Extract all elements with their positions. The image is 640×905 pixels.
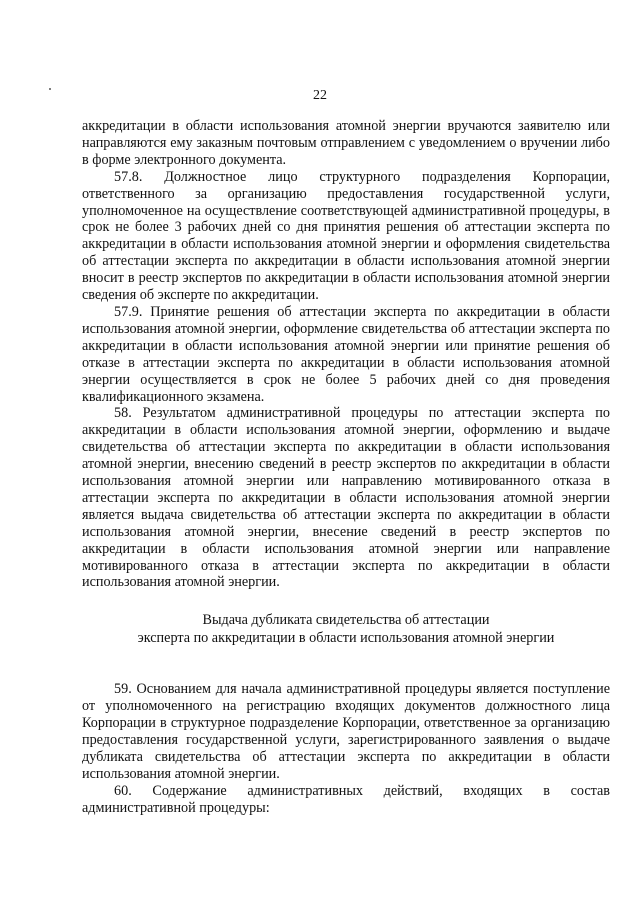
section-heading-line-2: эксперта по аккредитации в области использования атомной энергии	[137, 629, 555, 646]
document-body	[82, 118, 610, 817]
page-number: 22	[313, 88, 327, 103]
paragraph-58: 58. Результатом административной процедуры по аттестации эксперта по аккредитации в области использования атомной энергии, оформлению и выдаче свидетельства об аттестации эксперта по аккредитации в области использования атомной энергии, внесению сведений в реестр экспертов по аккредитации в области использования атомной энергии или направлению мотивированного отказа в аттестации эксперта по аккредитации в области использования атомной энергии является выдача свидетельства об аттестации эксперта по аккредитации в области использования атомной энергии, внесение сведений в реестр экспертов по аккредитации в области использования атомной энергии или направление мотивированного отказа в аттестации эксперта по аккредитации в области использования атомной энергии.	[82, 405, 610, 591]
paragraph-57-8: 57.8. Должностное лицо структурного подразделения Корпорации, ответственного за организацию предоставления государственной услуги, уполномоченное на осуществление соответствующей административной процедуры, в срок не более 3 рабочих дней со дня принятия решения об аттестации эксперта по аккредитации в области использования атомной энергии и оформления свидетельства об аттестации эксперта по аккредитации в области использования атомной энергии вносит в реестр экспертов по аккредитации в области использования атомной энергии сведения об эксперте по аккредитации.	[82, 168, 610, 304]
paragraph-59: 59. Основанием для начала административной процедуры является поступление от уполномоченного на регистрацию входящих документов должностного лица Корпорации в структурное подразделение Корпорации, ответственное за организацию предоставления государственной услуги, зарегистрированного заявления о выдаче дубликата свидетельства об аттестации эксперта по аккредитации в области использования атомной энергии.	[82, 681, 610, 782]
section-heading	[82, 612, 610, 647]
paragraph-57-9: 57.9. Принятие решения об аттестации эксперта по аккредитации в области использования атомной энергии, оформление свидетельства об аттестации эксперта по аккредитации в области использования атомной энергии или принятие решения об отказе в аттестации эксперта по аккредитации в области использования атомной энергии осуществляется в срок не более 5 рабочих дней со дня проведения квалификационного экзамена.	[82, 303, 610, 405]
section-heading-line-1: Выдача дубликата свидетельства об аттестации	[202, 612, 490, 629]
paragraph-continuation: аккредитации в области использования атомной энергии вручаются заявителю или направляются ему заказным почтовым отправлением с уведомлением о вручении либо в форме электронного документа.	[82, 118, 610, 168]
paragraph-60: 60. Содержание административных действий, входящих в состав административной процедуры:	[82, 782, 610, 816]
